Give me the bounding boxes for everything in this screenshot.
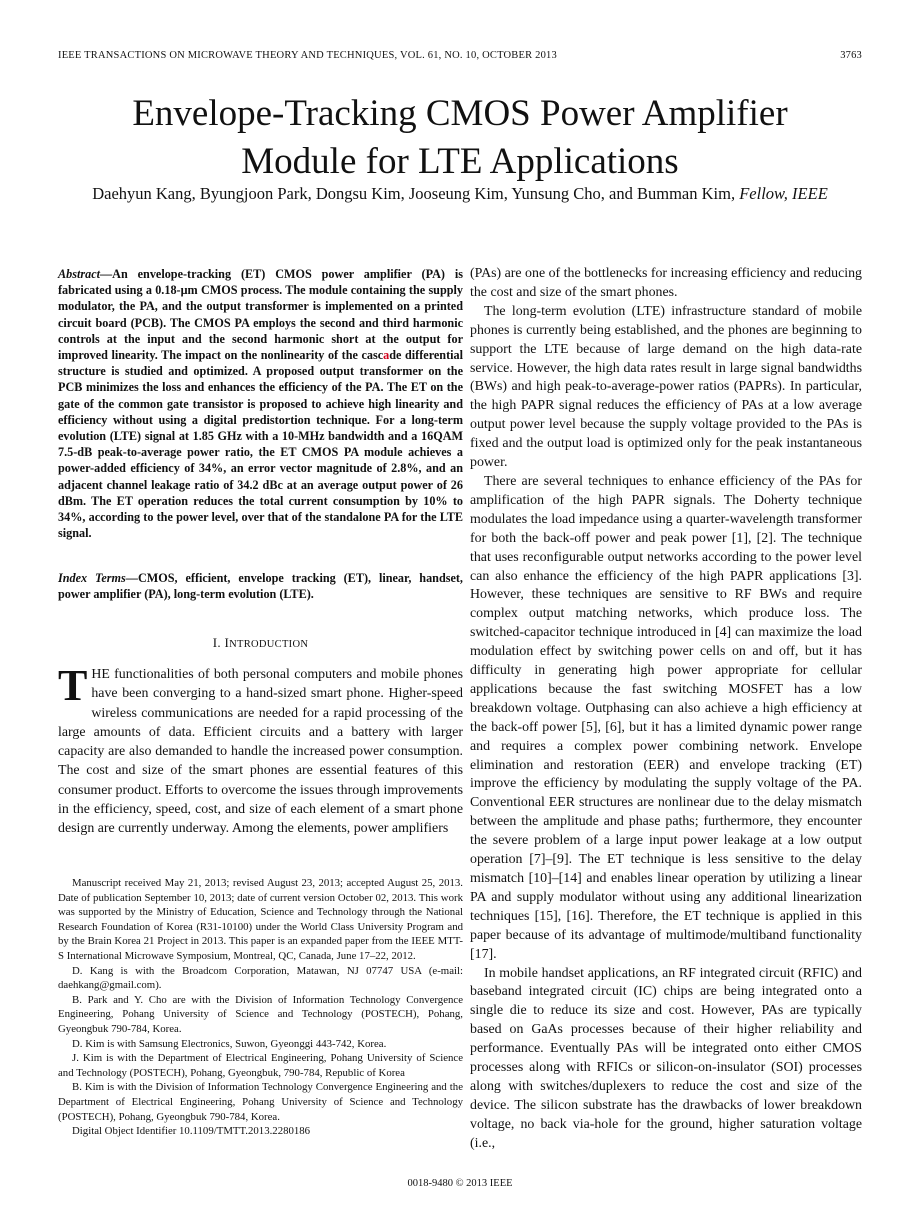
body-paragraph: The long-term evolution (LTE) infrastructure standard of mobile phones is currently being established, and the phones are beginning to support the LTE because of large demand on the high data-rate service. However, the high data rates result in large signal bandwidths (BWs) and high peak-to-average-power ratios (PAPRs). In particular, the high PAPR signal reduces the efficiency of PAs at a low average output power level because the supply voltage provided to the PAs is fixed and the output load is optimized only for the peak instantaneous power.	[470, 303, 862, 471]
index-terms-text: CMOS, efficient, envelope tracking (ET), linear, handset, power amplifier (PA), long-term evolution (LTE).	[58, 571, 463, 602]
copyright-footer: 0018-9480 © 2013 IEEE	[407, 1178, 513, 1189]
introduction-text: HE functionalities of both personal computers and mobile phones have been converging to a hand-sized smart phone. Higher-speed wireless communications are needed for a rapid processing of the large amounts of data. Efficient circuits and a battery with larger capacity are also demanded to handle the increased power consumption. The cost and size of the smart phones are essential features of this consumer product. Efforts to overcome the issues through improvements in the efficiency, speed, cost, and size of each element of a smart phone design are currently underway. Among the elements, power amplifiers	[58, 667, 463, 837]
doi-line: Digital Object Identifier 10.1109/TMTT.2013.2280186	[72, 1125, 311, 1138]
abstract-highlight: a	[383, 348, 390, 363]
footnotes	[58, 876, 463, 1139]
abstract-text-a: An envelope-tracking (ET) CMOS power amplifier (PA) is fabricated using a 0.18-μm CMOS process. The module containing the supply modulator, the PA, and the output transformer is implemented on a printed circuit board (PCB). The CMOS PA employs the second and third harmonic controls at the input and the second harmonic short at the output for improved linearity. The impact on the nonlinearity of the casc	[58, 267, 463, 363]
section-rest: NTRODUCTION	[229, 639, 309, 650]
footnote-item: B. Park and Y. Cho are with the Division of Information Technology Convergence Engineering, Pohang University of Science and Technology (POSTECH), Pohang, Gyeongbuk 790-784, Korea.	[58, 993, 463, 1035]
body-paragraph: In mobile handset applications, an RF integrated circuit (RFIC) and baseband integrated circuit (IC) chips are being integrated onto a single die to reduce its size and cost. However, PAs are typically based on GaAs processes because of their higher reliability and performance. Eventually PAs will be integrated onto either CMOS processes along with RFICs or silicon-on-insulator (SOI) processes along with switches/duplexers to reduce the cost and size of the device. The silicon substrate has the drawbacks of lower breakdown voltage, no back via-hole for the ground, higher saturation voltage (i.e.,	[470, 965, 862, 1151]
footnote-item: J. Kim is with the Department of Electrical Engineering, Pohang University of Science and Technology (POSTECH), Pohang, Gyeongbuk, 790-784, Republic of Korea	[58, 1052, 463, 1079]
abstract	[58, 266, 463, 541]
right-column	[470, 265, 862, 1154]
section-number: I.	[212, 635, 225, 650]
footnote-item: Manuscript received May 21, 2013; revised August 23, 2013; accepted August 25, 2013. Date of publication September 10, 2013; date of current version October 02, 2013. This work was supported by the Ministry of Education, Science and Technology through the National Research Foundation of Korea (R31-10100) under the World Class University Program and by the Brain Korea 21 Project in 2013. This paper is an expanded paper from the IEEE MTT-S International Microwave Symposium, Montreal, QC, Canada, June 17–22, 2012.	[58, 877, 463, 962]
index-terms	[58, 570, 463, 602]
section-first-letter: I	[224, 635, 230, 650]
footnote-item: D. Kang is with the Broadcom Corporation, Matawan, NJ 07747 USA (e-mail: daehkang@gmail.com).	[58, 964, 463, 992]
footnote-item: B. Kim is with the Division of Information Technology Convergence Engineering and the Department of Electrical Engineering, Pohang University of Science and Technology (POSTECH), Pohang, Gyeongbuk 790-784, Korea.	[58, 1081, 463, 1123]
journal-header: IEEE TRANSACTIONS ON MICROWAVE THEORY AND TECHNIQUES, VOL. 61, NO. 10, OCTOBER 2013	[58, 50, 557, 61]
body-paragraph: There are several techniques to enhance efficiency of the PAs for amplification of the high PAPR signals. The Doherty technique modulates the load impedance using a quarter-wavelength transformer for both the back-off power and peak power [1], [2]. The technique that uses reconfigurable output networks according to the power level can also enhance the efficiency of the high PAPR applications [3]. However, these techniques are sensitive to RF BWs and require complex output matching networks, which produce loss. The switched-capacitor technique introduced in [4] can maximize the load modulation effect by switching power cells on and off, but it has difficulty in generating high power appropriate for cellular applications because the fast switching MOSFET has a low breakdown voltage. Outphasing can also achieve a high efficiency at the back-off power [5], [6], but it has a limited dynamic power range and requires a complex power combining network. Envelope elimination and restoration (EER) and envelope tracking (ET) improve the efficiency by modulating the supply voltage of the PA. Conventional EER structures are nonlinear due to the delay mismatch between the amplitude and phase paths; furthermore, they encounter the severe problem of a large input power leakage at a low output operation [7]–[9]. The ET technique is less sensitive to the delay mismatch [10]–[14] and enables linear operation by utilizing a linear PA and supply modulator without using any additional linearization techniques [15], [16]. Therefore, the ET technique is applied in this paper because of its advantage of multimode/multiband functionality [17].	[470, 473, 862, 962]
page-number: 3763	[840, 50, 862, 61]
title-line-2: Module for LTE Applications	[241, 141, 679, 182]
drop-cap: T	[58, 661, 88, 710]
introduction-paragraph	[58, 661, 463, 839]
abstract-label: Abstract—	[58, 267, 113, 281]
paper-title	[40, 90, 880, 186]
body-paragraph: (PAs) are one of the bottlenecks for increasing efficiency and reducing the cost and size of the smart phones.	[470, 266, 862, 300]
footnote-item: D. Kim is with Samsung Electronics, Suwon, Gyeonggi 443-742, Korea.	[72, 1037, 387, 1050]
section-heading-introduction	[58, 635, 463, 651]
author-list	[40, 184, 880, 204]
author-names: Daehyun Kang, Byungjoon Park, Dongsu Kim, Jooseung Kim, Yunsung Cho, and Bumman Kim	[92, 184, 731, 203]
author-suffix: , Fellow, IEEE	[730, 184, 828, 203]
title-line-1: Envelope-Tracking CMOS Power Amplifier	[132, 93, 788, 134]
index-terms-label: Index Terms—	[58, 571, 138, 585]
abstract-text-b: de differential structure is studied and optimized. A proposed output transformer on the PCB minimizes the loss and enhances the efficiency of the PA. The ET on the gate of the common gate transistor is proposed to achieve high linearity and efficiency without using a digital predistortion technique. For a long-term evolution (LTE) signal at 1.85 GHz with a 10-MHz bandwidth and a 16QAM 7.5-dB peak-to-average power ratio, the ET CMOS PA module achieves a power-added efficiency of 34%, an error vector magnitude of 2.8%, and an adjacent channel leakage ratio of 34.2 dBc at an average output power of 26 dBm. The ET operation reduces the total current consumption by 10% to 34%, according to the power level, over that of the standalone PA for the LTE signal.	[58, 348, 463, 541]
